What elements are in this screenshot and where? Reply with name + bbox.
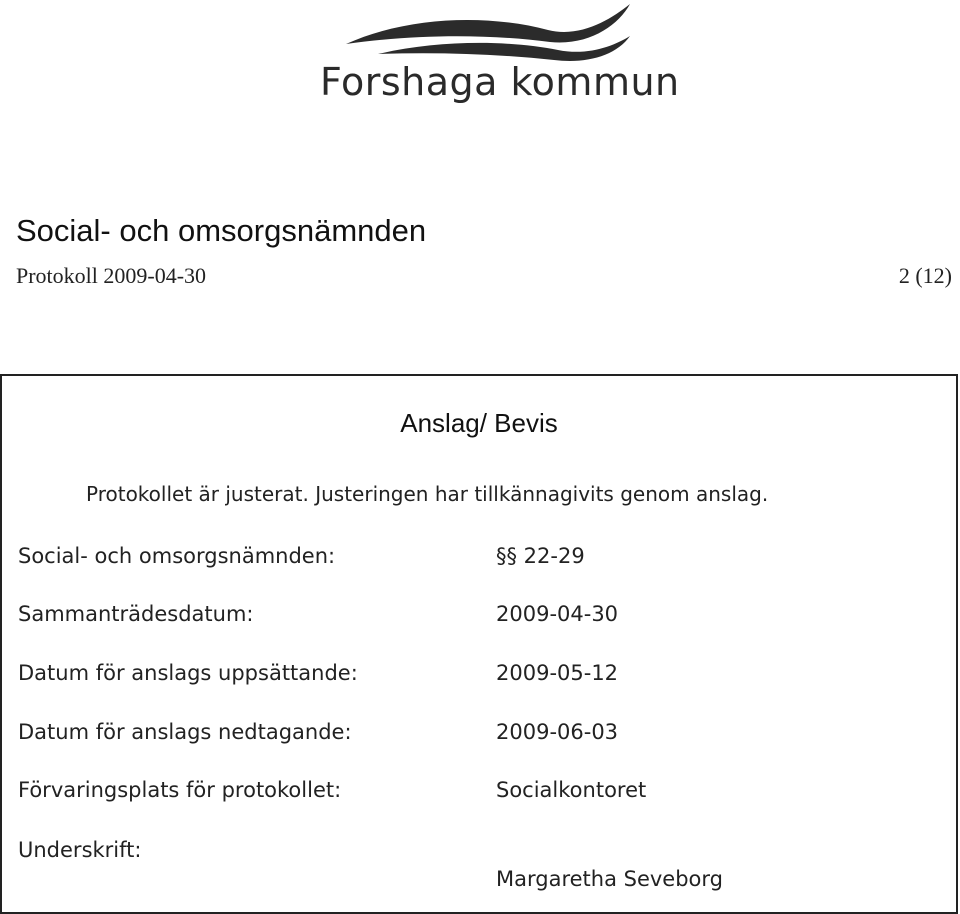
signature-label: Underskrift: bbox=[18, 838, 142, 862]
field-label-meeting-date: Sammanträdesdatum: bbox=[18, 602, 254, 626]
field-label-storage-location: Förvaringsplats för protokollet: bbox=[18, 778, 342, 802]
page-number: 2 (12) bbox=[898, 263, 952, 288]
field-value-removal-date: 2009-06-03 bbox=[496, 720, 619, 744]
logo-wordmark: Forshaga kommun bbox=[320, 60, 680, 104]
field-label-posting-date: Datum för anslags uppsättande: bbox=[18, 661, 358, 685]
notice-statement: Protokollet är justerat. Justeringen har tillkännagivits genom anslag. bbox=[86, 482, 769, 506]
field-label-committee: Social- och omsorgsnämnden: bbox=[18, 544, 336, 568]
notice-heading: Anslag/ Bevis bbox=[400, 408, 558, 438]
field-value-posting-date: 2009-05-12 bbox=[496, 661, 619, 685]
field-value-meeting-date: 2009-04-30 bbox=[496, 602, 619, 626]
field-value-storage-location: Socialkontoret bbox=[496, 778, 647, 802]
notice-box bbox=[0, 374, 958, 914]
committee-title: Social- och omsorgsnämnden bbox=[16, 213, 427, 248]
field-value-committee: §§ 22-29 bbox=[496, 544, 585, 568]
protocol-date: Protokoll 2009-04-30 bbox=[16, 263, 207, 288]
signature-name: Margaretha Seveborg bbox=[496, 867, 724, 891]
field-label-removal-date: Datum för anslags nedtagande: bbox=[18, 720, 352, 744]
municipality-logo bbox=[318, 0, 680, 120]
